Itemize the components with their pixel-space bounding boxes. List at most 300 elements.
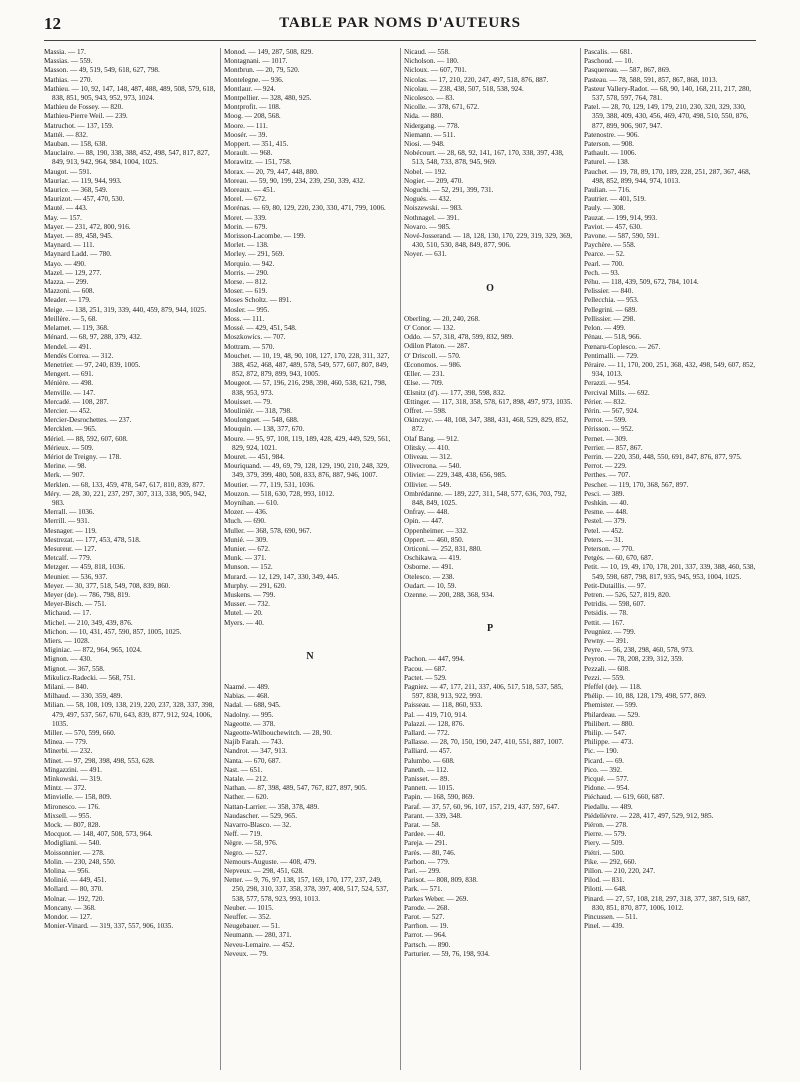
index-entry: Otelesco. — 238.	[404, 572, 455, 581]
index-entry: Naudascher. — 529, 965.	[224, 811, 298, 820]
index-entry: Phélip. — 10, 88, 128, 179, 498, 577, 869.	[584, 692, 707, 701]
index-entry: Miginiac. — 872, 964, 965, 1024.	[44, 646, 142, 655]
index-entry: Moosér. — 39.	[224, 130, 268, 139]
index-entry: Moutier. — 77, 119, 531, 1036.	[224, 480, 315, 489]
index-entry: Murard. — 12, 129, 147, 330, 349, 445.	[224, 572, 339, 581]
index-entry: Peugniez. — 799.	[584, 627, 636, 636]
index-entry: Pari. — 299.	[404, 867, 441, 876]
index-entry: Perrin. — 220, 350, 448, 550, 691, 847, 876, 877, 975.	[584, 452, 742, 461]
index-entry: Pascalis. — 681.	[584, 48, 633, 56]
index-entry: Niemann. — 511.	[404, 130, 456, 139]
index-entry: Mendès Correa. — 312.	[44, 351, 114, 360]
section-letter: O	[486, 282, 494, 294]
index-entry: Morault. — 968.	[224, 149, 273, 158]
index-entry: Mouchet. — 10, 19, 48, 90, 108, 127, 170, 228, 311, 327, 388, 452, 468, 487, 489, 578, 549, 577, 607, 807, 849, 852, 872, 879, 899, 943, 1005.	[224, 351, 390, 379]
index-entry: Mazel. — 129, 277.	[44, 268, 102, 277]
index-entry: Natale. — 212.	[224, 775, 268, 784]
index-entry: Morquio. — 942.	[224, 259, 275, 268]
index-entry: Paychère. — 558.	[584, 241, 636, 250]
index-entry: Mayet. — 89, 458, 945.	[44, 232, 113, 241]
index-entry: Nabias. — 468.	[224, 692, 270, 701]
index-entry: Mathias. — 270.	[44, 75, 93, 84]
index-entry: Miers. — 1028.	[44, 637, 90, 645]
index-entry: Much. — 690.	[224, 517, 266, 526]
index-entry: Papin. — 168, 590, 869.	[404, 793, 475, 802]
index-entry: Pellissier. — 298.	[584, 314, 636, 323]
index-entry: Phemister. — 599.	[584, 701, 638, 710]
index-entry: Nemours-Auguste. — 408, 479.	[224, 857, 317, 866]
index-entry: Munk. — 371.	[224, 554, 267, 563]
index-entry: Pentimalli. — 729.	[584, 351, 639, 360]
index-entry: Nicaud. — 558.	[404, 48, 450, 56]
index-entry: Montlaur. — 924.	[224, 84, 276, 93]
index-entry: Moncany. — 368.	[44, 903, 96, 912]
index-entry: Pagniez. — 47, 177, 211, 337, 406, 517, 518, 537, 585, 597, 838, 913, 922, 993.	[404, 682, 564, 701]
index-entry: Onfray. — 448.	[404, 508, 450, 517]
index-entry: Perrot. — 229.	[584, 462, 627, 471]
index-entry: O' Driscoll. — 570.	[404, 351, 461, 360]
index-entry: Nageotte. — 378.	[224, 719, 276, 728]
index-entry: Pike. — 292, 660.	[584, 857, 637, 866]
index-entry: Patel. — 28, 70, 129, 149, 179, 210, 230, 320, 329, 330, 359, 388, 409, 430, 456, 469, 470, 498, 510, 550, 876, 877, 899, 906, 907, 947.	[584, 103, 749, 130]
section-letter: N	[306, 650, 314, 662]
index-entry: Michaud. — 17.	[44, 609, 92, 618]
index-entry: Petit-Dutaillis. — 97.	[584, 581, 646, 590]
index-entry: Mollard. — 80, 370.	[44, 885, 104, 894]
index-entry: Pelon. — 499.	[584, 324, 626, 333]
index-entry: Mériel. — 88, 592, 607, 608.	[44, 434, 128, 443]
index-entry: Michel. — 210, 349, 439, 876.	[44, 618, 133, 627]
index-entry: Nida. — 880.	[404, 112, 444, 121]
index-entry: Minerbi. — 232.	[44, 747, 93, 756]
index-column-1	[44, 48, 216, 1070]
index-entry: Pauchet. — 19, 78, 89, 170, 189, 228, 251, 287, 367, 468, 498, 852, 899, 944, 974, 1013.	[584, 167, 751, 185]
index-entry: Masson. — 49, 519, 549, 618, 627, 798.	[44, 66, 160, 75]
index-entry: Ombrédanne. — 189, 227, 311, 548, 577, 636, 703, 792, 848, 849, 1025.	[404, 489, 567, 507]
index-entry: Oberling. — 20, 240, 268.	[404, 314, 480, 323]
index-entry: Neff. — 719.	[224, 830, 263, 839]
index-entry: Mériot de Treigny. — 178.	[44, 452, 121, 461]
index-entry: Musser. — 732.	[224, 600, 270, 609]
index-entry: Milani. — 840.	[44, 683, 89, 692]
index-entry: Nather. — 620.	[224, 793, 269, 802]
index-entry: Meillère. — 5, 68.	[44, 314, 98, 323]
index-entry: Mazza. — 299.	[44, 278, 89, 287]
index-entry: Noiszewski. — 983.	[404, 204, 463, 213]
index-entry: Pellecchia. — 953.	[584, 296, 639, 305]
index-entry: Neugebauer. — 51.	[224, 922, 280, 931]
index-entry: Mauban. — 158, 638.	[44, 140, 108, 149]
index-entry: Morax. — 20, 79, 447, 448, 880.	[224, 167, 319, 176]
index-entry: Nathan. — 87, 398, 489, 547, 767, 827, 897, 905.	[224, 784, 367, 793]
index-entry: Mercadé. — 108, 287.	[44, 397, 109, 406]
index-entry: Nanta. — 670, 687.	[224, 756, 281, 765]
index-entry: Moissonnier. — 278.	[44, 848, 105, 857]
index-entry: Pelissier. — 840.	[584, 287, 634, 296]
index-entry: Monier-Vinard. — 319, 337, 557, 906, 1035.	[44, 922, 174, 931]
index-entry: Metzger. — 459, 818, 1036.	[44, 563, 126, 572]
index-entry: Pœnaru-Coplesco. — 267.	[584, 342, 661, 351]
index-entry: Park. — 571.	[404, 885, 443, 894]
index-entry: Moreaux. — 451.	[224, 186, 276, 195]
index-entry: Nast. — 651.	[224, 765, 263, 774]
index-entry: Périsson. — 952.	[584, 425, 634, 434]
index-entry: Pautrier. — 401, 519.	[584, 195, 646, 204]
index-entry: Paturel. — 138.	[584, 158, 630, 167]
index-columns	[44, 48, 756, 1070]
index-entry: O' Conor. — 132.	[404, 324, 456, 333]
index-entry: Orticoni. — 252, 831, 880.	[404, 544, 482, 553]
index-entry: Pierre. — 579.	[584, 830, 627, 839]
index-entry: Maugot. — 591.	[44, 167, 92, 176]
index-entry: Nobécourt. — 28, 68, 92, 141, 167, 170, 338, 397, 438, 513, 548, 733, 878, 945, 969.	[404, 149, 564, 167]
index-entry: Nandrot. — 347, 913.	[224, 747, 288, 756]
index-entry: Percival Mills. — 692.	[584, 388, 650, 397]
index-entry: Oddo. — 57, 318, 478, 599, 832, 989.	[404, 333, 514, 342]
index-entry: Pauly. — 308.	[584, 204, 626, 213]
index-entry: Paterson. — 908.	[584, 140, 634, 149]
index-entry: Petgès. — 60, 670, 687.	[584, 554, 654, 563]
index-entry: Périn. — 567, 924.	[584, 406, 639, 415]
index-entry: Pénau. — 518, 966.	[584, 333, 642, 342]
index-entry: Neveux. — 79.	[224, 949, 268, 958]
index-entry: Palumbo. — 608.	[404, 756, 455, 765]
index-entry: Meunier. — 536, 937.	[44, 572, 108, 581]
index-entry: Mingazzini. — 491.	[44, 765, 102, 774]
index-entry: Palazzi. — 128, 876.	[404, 719, 465, 728]
index-entry: Peyron. — 78, 208, 239, 312, 359.	[584, 655, 684, 664]
index-entry: Mouret. — 451, 984.	[224, 452, 285, 461]
index-entry: Morin. — 679.	[224, 222, 268, 231]
index-entry: Molnar. — 192, 720.	[44, 894, 105, 903]
index-entry: Paviot. — 457, 630.	[584, 222, 642, 231]
index-entry: Molinié. — 449, 451.	[44, 876, 107, 885]
index-entry: Minet. — 97, 298, 398, 498, 553, 628.	[44, 756, 155, 765]
index-entry: Parès. — 80, 746.	[404, 848, 456, 857]
index-entry: Paraf. — 37, 57, 60, 96, 107, 157, 219, 437, 597, 647.	[404, 802, 560, 811]
index-entry: Montpellier. — 328, 480, 925.	[224, 94, 312, 103]
index-entry: Pactet. — 529.	[404, 673, 447, 682]
index-entry: Montprofit. — 108.	[224, 103, 281, 112]
index-entry: Muskens. — 799.	[224, 590, 276, 599]
index-entry: Paulian. — 716.	[584, 186, 631, 195]
index-entry: Netter. — 9, 76, 97, 138, 157, 169, 170, 177, 237, 249, 250, 298, 310, 337, 358, 378, 397, 408, 517, 524, 537, 538, 577, 578, 923, 993, 1013.	[224, 876, 389, 903]
index-entry: Mesnager. — 119.	[44, 526, 97, 535]
index-entry: Petridis. — 598, 607.	[584, 600, 646, 609]
index-entry: Pidone. — 954.	[584, 784, 630, 793]
index-entry: Pacou. — 687.	[404, 664, 447, 673]
index-entry: Ozenne. — 200, 288, 368, 934.	[404, 590, 495, 599]
index-entry: Piedallu. — 489.	[584, 802, 633, 811]
index-entry: Oppenheimer. — 332.	[404, 526, 468, 535]
index-entry: Mikulicz-Radecki. — 568, 751.	[44, 673, 136, 682]
index-column-3	[404, 48, 576, 1070]
index-entry: Modigliani. — 540.	[44, 839, 102, 848]
index-entry: Mozer. — 436.	[224, 508, 268, 517]
index-entry: Pfeffel (de). — 118.	[584, 683, 642, 692]
index-entry: Merk. — 907.	[44, 471, 85, 480]
index-entry: Mottram. — 570.	[224, 342, 275, 351]
index-entry: Nepveux. — 298, 451, 628.	[224, 867, 304, 876]
index-entry: Philippe. — 473.	[584, 738, 634, 747]
index-entry: Massia. — 17.	[44, 48, 86, 56]
index-entry: Peters. — 31.	[584, 535, 624, 544]
index-entry: Maurizot. — 457, 470, 530.	[44, 195, 125, 204]
index-entry: Piéron. — 278.	[584, 821, 628, 830]
index-entry: Mouquin. — 138, 377, 670.	[224, 425, 305, 434]
index-entry: Pavone. — 587, 590, 591.	[584, 232, 660, 241]
index-entry: Mock. — 807, 828.	[44, 821, 101, 830]
index-entry: Nègre. — 58, 976.	[224, 839, 278, 848]
index-entry: Œlse. — 709.	[404, 379, 444, 388]
index-entry: Moss. — 111.	[224, 314, 265, 323]
index-entry: Opin. — 447.	[404, 517, 444, 526]
index-entry: Noguès. — 432.	[404, 195, 452, 204]
index-entry: Pezzali. — 608.	[584, 664, 630, 673]
index-entry: Piétri. — 500.	[584, 848, 625, 857]
index-entry: Mosler. — 995.	[224, 305, 270, 314]
index-entry: Paschoud. — 10.	[584, 57, 634, 66]
index-entry: Neveu-Lemaire. — 452.	[224, 940, 295, 949]
index-entry: Mocquot. — 148, 407, 508, 573, 964.	[44, 830, 153, 839]
index-entry: Morénas. — 69, 80, 129, 220, 230, 330, 471, 799, 1006.	[224, 204, 386, 213]
index-entry: Parode. — 268.	[404, 903, 450, 912]
index-entry: Odilon Platon. — 287.	[404, 342, 470, 351]
column-divider	[580, 48, 581, 1070]
index-entry: Munson. — 152.	[224, 563, 273, 572]
index-entry: Olaf Bang. — 912.	[404, 434, 459, 443]
index-entry: Milian. — 58, 108, 109, 138, 219, 220, 237, 328, 337, 398, 479, 497, 537, 567, 670, 643, 839, 877, 912, 924, 1006, 1035.	[44, 701, 215, 728]
index-entry: Mérieux. — 509.	[44, 443, 94, 452]
index-entry: Munier. — 672.	[224, 544, 270, 553]
index-entry: Palliard. — 457.	[404, 747, 452, 756]
index-entry: Piéchaud. — 619, 660, 687.	[584, 793, 665, 802]
index-entry: Nidergang. — 778.	[404, 121, 460, 130]
index-entry: Navarro-Blasco. — 32.	[224, 821, 292, 830]
index-entry: Montagnani. — 1017.	[224, 57, 288, 66]
index-entry: Panisset. — 89.	[404, 775, 450, 784]
index-entry: Peyre. — 56, 238, 298, 460, 578, 973.	[584, 646, 694, 655]
index-entry: Massias. — 559.	[44, 57, 93, 66]
index-entry: Pellegrini. — 689.	[584, 305, 638, 314]
index-entry: Pannett. — 1015.	[404, 784, 455, 793]
index-entry: Pillon. — 210, 220, 247.	[584, 867, 656, 876]
index-entry: Perthes. — 707.	[584, 471, 631, 480]
index-entry: Mercklen. — 965.	[44, 425, 97, 434]
index-entry: Mauté. — 443.	[44, 204, 88, 213]
index-entry: Petren. — 526, 527, 819, 820.	[584, 590, 671, 599]
index-entry: Moulonguet. — 548, 688.	[224, 416, 299, 425]
index-entry: Morel. — 672.	[224, 195, 267, 204]
index-entry: Picard. — 69.	[584, 756, 624, 765]
index-entry: Perazzi. — 954.	[584, 379, 631, 388]
index-entry: Pincussen. — 511.	[584, 913, 638, 922]
index-entry: Maynard. — 111.	[44, 241, 95, 250]
index-entry: Ménière. — 498.	[44, 379, 94, 388]
index-entry: Najib Farah. — 743.	[224, 738, 284, 747]
index-entry: Murphy. — 291, 620.	[224, 581, 287, 590]
index-entry: Petsidis. — 78.	[584, 609, 628, 618]
index-entry: Milhaud. — 330, 359, 489.	[44, 692, 123, 701]
index-entry: Paisseau. — 118, 860, 933.	[404, 701, 483, 710]
index-entry: Miller. — 570, 599, 660.	[44, 729, 116, 738]
index-entry: Morris. — 290.	[224, 268, 269, 277]
index-entry: Nageotte-Wilbouchewitch. — 28, 90.	[224, 729, 332, 738]
index-entry: Neuber. — 1015.	[224, 903, 274, 912]
index-entry: Piédelièvre. — 228, 417, 497, 529, 912, 985.	[584, 811, 714, 820]
index-entry: Menetrier. — 97, 240, 839, 1005.	[44, 360, 141, 369]
index-entry: Morley. — 291, 569.	[224, 250, 285, 259]
index-entry: Olivecrona. — 540.	[404, 462, 462, 471]
index-entry: Pernet. — 309.	[584, 434, 628, 443]
index-entry: Mattéi. — 832.	[44, 130, 88, 139]
column-divider	[400, 48, 401, 1070]
index-entry: Nattan-Larrier. — 358, 378, 489.	[224, 802, 320, 811]
index-entry: Œlsnitz (d'). — 177, 398, 598, 832.	[404, 388, 506, 397]
index-entry: Nicolas. — 17, 210, 220, 247, 497, 518, 876, 887.	[404, 75, 549, 84]
index-entry: Moppert. — 351, 415.	[224, 140, 289, 149]
section-letter: P	[486, 623, 494, 635]
index-entry: Mintz. — 372.	[44, 784, 87, 793]
index-entry: Moynihan. — 610.	[224, 498, 279, 507]
index-entry: Peshkin. — 40.	[584, 498, 629, 507]
index-entry: Niosi. — 948.	[404, 140, 445, 149]
index-entry: Mutel. — 20.	[224, 609, 263, 618]
index-entry: Parhon. — 779.	[404, 857, 450, 866]
index-entry: Pallard. — 772.	[404, 729, 450, 737]
index-entry: Pesci. — 389.	[584, 489, 625, 498]
index-entry: Partsch. — 890.	[404, 940, 451, 949]
index-entry: Mauclaire. — 88, 190, 338, 388, 452, 498, 547, 817, 827, 849, 913, 942, 964, 984, 1004, 1025.	[44, 149, 210, 167]
index-entry: Offret. — 598.	[404, 406, 447, 415]
index-entry: Meader. — 179.	[44, 296, 91, 305]
index-entry: Morawitz. — 151, 758.	[224, 158, 292, 167]
index-entry: Picqué. — 577.	[584, 775, 629, 784]
index-entry: Montelegne. — 936.	[224, 75, 284, 84]
index-entry: Pilotti. — 648.	[584, 885, 627, 894]
index-entry: Nobel. — 192.	[404, 167, 447, 176]
index-entry: Minvielle. — 158, 809.	[44, 793, 112, 802]
index-entry: Moser. — 619.	[224, 287, 268, 296]
index-entry: Péraire. — 11, 170, 200, 251, 368, 432, 498, 549, 607, 852, 934, 1013.	[584, 360, 756, 379]
index-entry: Péhu. — 118, 439, 509, 672, 784, 1014.	[584, 278, 699, 287]
index-entry: Mengert. — 691.	[44, 370, 94, 379]
index-entry: Meyer (de). — 786, 798, 819.	[44, 590, 131, 599]
page-number: 12	[44, 14, 61, 33]
index-entry: Metcalf. — 779.	[44, 554, 92, 563]
index-entry: Pilod. — 831.	[584, 876, 625, 885]
index-column-2	[224, 48, 396, 1070]
index-entry: May. — 157.	[44, 213, 82, 222]
index-entry: Merrill. — 931.	[44, 517, 90, 526]
index-entry: Pearce. — 52.	[584, 250, 625, 259]
index-entry: Mathieu de Fossey. — 820.	[44, 103, 123, 112]
index-entry: Olitsky. — 410.	[404, 443, 450, 452]
index-entry: Nadolny. — 995.	[224, 710, 274, 719]
index-entry: Perrot. — 599.	[584, 416, 627, 425]
index-entry: Moore. — 111.	[224, 121, 268, 130]
index-entry: Moreau. — 59, 90, 199, 234, 239, 250, 339, 432.	[224, 176, 365, 185]
index-entry: Mesureur. — 127.	[44, 544, 97, 553]
index-entry: Maynard Ladd. — 780.	[44, 250, 112, 259]
index-entry: Neumann. — 280, 371.	[224, 931, 292, 940]
index-entry: Mauriac. — 119, 944, 993.	[44, 176, 122, 185]
index-entry: Nothnagel. — 391.	[404, 213, 460, 222]
index-entry: Nogier. — 209, 470.	[404, 176, 464, 185]
index-entry: Melamet. — 119, 368.	[44, 324, 109, 333]
index-entry: Petel. — 452.	[584, 526, 624, 535]
index-entry: Pardee. — 40.	[404, 830, 446, 839]
index-entry: Oschikawa. — 419.	[404, 554, 462, 563]
index-entry: Œconomos. — 986.	[404, 360, 462, 369]
index-entry: Pic. — 190.	[584, 747, 619, 756]
index-entry: Noyer. — 631.	[404, 250, 447, 259]
index-entry: Molina. — 956.	[44, 867, 90, 876]
index-entry: Montbrun. — 20, 79, 520.	[224, 66, 300, 75]
index-entry: Mignon. — 430.	[44, 655, 92, 664]
index-entry: Pinel. — 439.	[584, 922, 624, 931]
index-entry: Nadal. — 688, 945.	[224, 701, 281, 710]
index-entry: Pestel. — 379.	[584, 517, 627, 526]
index-entry: Parat. — 58.	[404, 821, 441, 830]
index-entry: Parturier. — 59, 76, 198, 934.	[404, 949, 490, 958]
index-entry: Novaro. — 985.	[404, 222, 451, 231]
index-entry: Pasquereau. — 587, 867, 869.	[584, 66, 671, 75]
index-entry: Parkes Weber. — 269.	[404, 894, 469, 903]
index-entry: Nicloux. — 607, 701.	[404, 66, 467, 75]
index-entry: Noguchi. — 52, 291, 399, 731.	[404, 186, 494, 195]
header-rule	[44, 40, 756, 41]
index-entry: Pareja. — 291.	[404, 839, 448, 848]
index-entry: Mossé. — 429, 451, 548.	[224, 324, 297, 333]
index-entry: Mestrezat. — 177, 453, 478, 518.	[44, 535, 141, 544]
column-divider	[220, 48, 221, 1070]
index-entry: Mercier. — 452.	[44, 406, 92, 415]
index-entry: Pachon. — 447, 994.	[404, 655, 465, 664]
running-title: TABLE PAR NOMS D'AUTEURS	[279, 15, 521, 31]
page-header	[44, 14, 756, 38]
index-entry: Périer. — 832.	[584, 397, 626, 406]
index-entry: Moret. — 339.	[224, 213, 267, 222]
index-entry: Philibert. — 880.	[584, 719, 634, 728]
index-entry: Pinard. — 27, 57, 108, 218, 297, 318, 377, 387, 519, 687, 830, 851, 870, 877, 1006, 1012.	[584, 894, 751, 912]
index-entry: Merrall. — 1036.	[44, 508, 95, 517]
index-entry: Merklen. — 68, 133, 459, 478, 547, 617, 810, 839, 877.	[44, 480, 205, 489]
index-entry: Ménard. — 68, 97, 288, 379, 432.	[44, 333, 142, 342]
index-entry: Pauzat. — 199, 914, 993.	[584, 213, 658, 222]
index-entry: Mixsell. — 955.	[44, 811, 92, 820]
index-entry: Mouliniér. — 318, 798.	[224, 406, 292, 415]
index-entry: Mougeot. — 57, 196, 216, 298, 398, 460, 538, 621, 798, 838, 953, 973.	[224, 379, 387, 397]
index-entry: Philip. — 547.	[584, 729, 627, 738]
index-entry: Moses Scholtz. — 891.	[224, 296, 292, 305]
index-entry: Meyer. — 30, 377, 518, 549, 708, 839, 860.	[44, 581, 171, 590]
index-entry: Pettit. — 167.	[584, 618, 625, 627]
index-entry: Oudart. — 10, 59.	[404, 581, 457, 590]
index-entry: Ollivier. — 549.	[404, 480, 452, 489]
index-entry: Pathault. — 1006.	[584, 149, 637, 158]
index-entry: Merine. — 98.	[44, 462, 87, 471]
index-entry: Mouzon. — 518, 630, 728, 993, 1012.	[224, 489, 335, 498]
index-entry: Méry. — 28, 30, 221, 237, 297, 307, 313, 338, 905, 942, 983.	[44, 489, 207, 507]
index-entry: Mayer. — 231, 472, 800, 916.	[44, 222, 131, 231]
index-entry: Oppert. — 460, 850.	[404, 535, 464, 544]
index-entry: Pesme. — 448.	[584, 508, 628, 517]
index-entry: Matruchot. — 137, 159.	[44, 121, 114, 130]
index-entry: Mouriquand. — 49, 69, 79, 128, 129, 190, 210, 248, 329, 349, 379, 399, 480, 508, 833, 876, 887, 946, 1007.	[224, 462, 389, 480]
index-entry: Moure. — 95, 97, 108, 119, 189, 428, 429, 449, 529, 561, 829, 924, 1021.	[224, 434, 391, 452]
index-entry: Minea. — 779.	[44, 738, 88, 747]
